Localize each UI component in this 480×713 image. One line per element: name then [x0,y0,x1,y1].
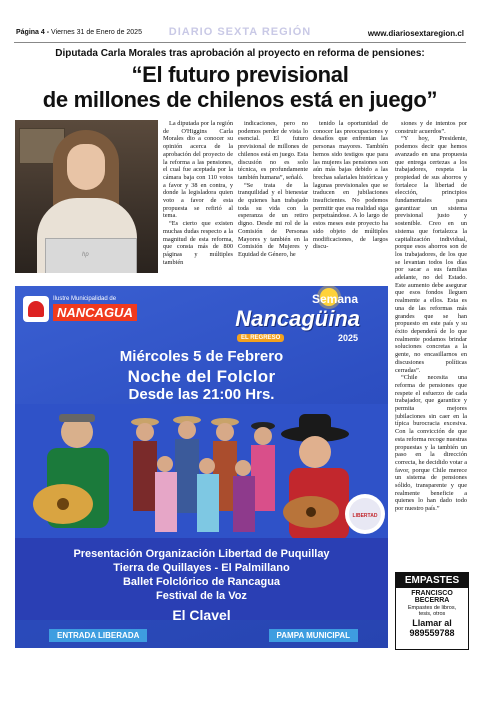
laptop-logo: hp [82,252,89,258]
ad-phone[interactable]: 989559788 [409,628,455,638]
event-poster [15,286,388,648]
paper-url[interactable]: www.diariosextaregion.cl [367,29,464,38]
festival-name: Nancagüina [235,306,360,331]
page-info: Página 4 - Viernes 31 de Enero de 2025 [16,29,142,36]
headline-line-2: de millones de chilenos está en juego” [42,87,438,112]
classified-ad [395,572,469,650]
article-column-4: siones y de intentos por construir acuerdos”. “Y hoy, Presidente, podemos decir que hemos avanzado en una propuesta que entrega certezas a los trabajadores, respeta la propiedad de sus ahorros y fortalece la libertad de elección, principios fundamentales para garantizar un sistema previsional justo y sostenible. Creo en un sistema que fortalezca la capitalización individual, porque esos ahorros son de los trabajadores, de los que se levantan todos los días por sacar a sus familias adelante, no del Estado. Este aumento debe asegurar que esos fondos lleguen realmente a ellos. Esta es una de las reformas más grandes que se han propuesto en este país y su éxito dependerá de lo que realmente podamos brindar soluciones concretas a la gente, no encasillarnos en discusiones políticas cerradas”. “Chile necesita una reforma de pensiones que respete el esfuerzo de cada trabajador, que garantice y permita mejores jubilaciones sin caer en la típica burocracia excesiva. Con la convicción de que esta reforma recoge nuestras propuestas y la también un paso en la dirección correcta, he decidido votar a favor, porque Chile merece un sistema de pensiones sólido, transparente y que realmente beneficie a quienes lo han dado todo por nuestro país.” [395,120,467,513]
free-entry-label: ENTRADA LIBERADA [49,629,147,642]
badge-text: LIBERTAD [352,513,378,519]
municipality-label: Ilustre Municipalidad de [53,296,117,302]
article-column-3: tenido la oportunidad de conocer las preocupaciones y desafíos que enfrentan las personas mayores. También hemos sido testigos que para las mujeres las pensiones son aún más bajas debido a las brechas salariales históricas y lagunas previsionales que se traducen en jubilaciones insuficientes. No podemos permitir que esa realidad siga perpetuándose. A lo largo de estos meses este proyecto ha sido objeto de múltiples modificaciones, de largos discu- [313,120,388,251]
ad-name-first: FRANCISCO [411,590,453,597]
ad-title: EMPASTES [396,573,468,588]
ad-description-1: Empastes de libros, [407,605,457,611]
deputy-photo [15,120,158,273]
ad-call-label: Llamar al [412,618,452,628]
lineup-line-3: Ballet Folclórico de Rancagua [122,576,281,588]
performer-guitarist-right [281,414,349,540]
event-date: Miércoles 5 de Febrero [119,348,284,365]
event-title: Noche del Folclor [127,367,276,386]
article-column-1: La diputada por la región de O'Higgins Carla Morales dio a conocer su opinión acerca de la aprobación del proyecto de la reforma a las pensiones, el cual fue aceptada por la cámara baja con 110 votos a favor y 38 en contra, y donde la legisladora quien voto a favor de esta propuesta se refirió al tema. “Es cierto que existen muchas dudas respecto a la magnitud de esta reforma, que consta más de 800 páginas y múltiples también [163,120,233,266]
laptop [45,238,137,273]
event-time: Desde las 21:00 Hrs. [128,386,275,403]
performers-illustration [15,404,388,544]
lineup-line-5: El Clavel [172,607,231,623]
municipality-logo [23,296,49,322]
festival-semana: Semana [311,292,358,306]
article-kicker: Diputada Carla Morales tras aprobación al proyecto en reforma de pensiones: [55,48,425,59]
festival-tagline: EL REGRESO [237,334,284,342]
ad-name-last: BECERRA [414,597,450,604]
lineup-line-1: Presentación Organización Libertad de Puquillay [73,548,330,560]
issue-date: Viernes 31 de Enero de 2025 [51,29,142,36]
lineup-line-4: Festival de la Voz [156,590,247,602]
paper-name: DIARIO SEXTA REGIÓN [168,26,312,38]
masthead [14,26,466,40]
header-rule [14,42,466,43]
municipality-name: NANCAGUA [53,304,137,321]
headline-line-1: “El futuro previsional [131,62,349,87]
lineup-line-2: Tierra de Quillayes - El Palmillano [113,562,290,574]
ad-description-2: tesis, otros [418,611,446,617]
article-column-2: indicaciones, pero no podemos perder de vista lo esencial. El futuro previsional de millones de chilenos está en juego. Esta discusión no es solo técnica, es profundamente también humana”, señaló. “Se trata de la tranquilidad y el bienestar de quienes han trabajado toda su vida con la esperanza de un retiro digno. Desde mi rol de la Comisión de Personas Mayores y también en la Comisión de Mujeres y Equidad de Género, he [238,120,308,258]
festival-year: 2025 [337,333,358,343]
venue-label: PAMPA MUNICIPAL [269,629,358,642]
article-headline [14,62,466,112]
